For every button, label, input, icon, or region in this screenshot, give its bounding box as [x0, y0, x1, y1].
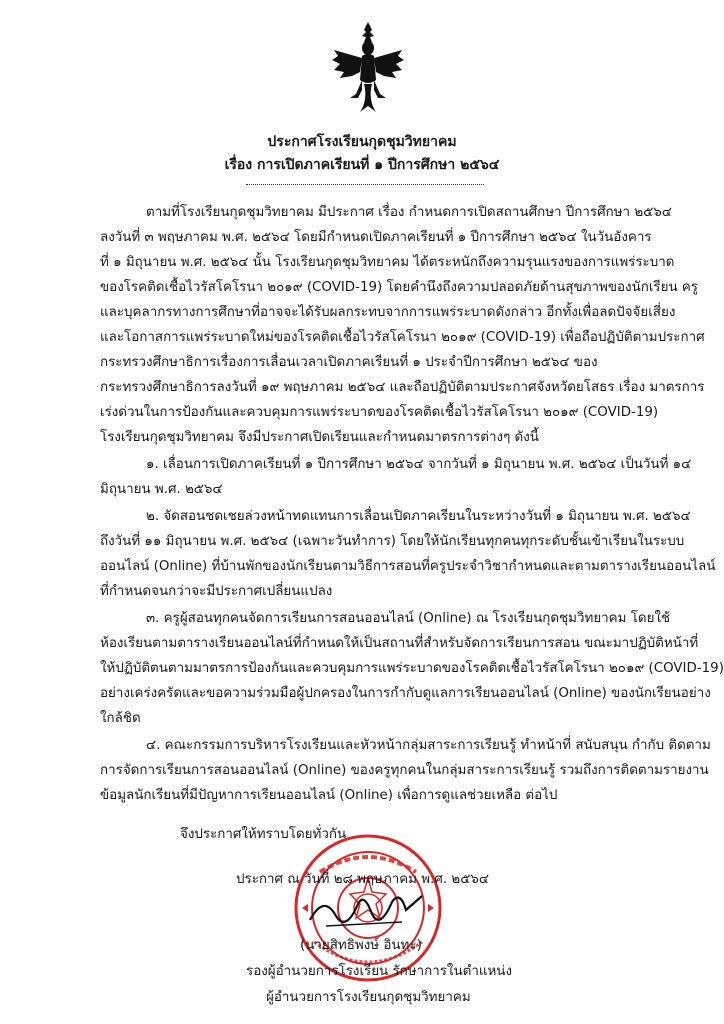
item-3-line: อย่างเคร่งครัดและขอความร่วมมือผู้ปกครองในการกำกับดูแลการเรียนออนไลน์ (Online) ของนักเรียนอย่าง	[100, 686, 711, 701]
item-2-line: ออนไลน์ (Online) ที่บ้านพักของนักเรียนตามวิธีการสอนที่ครูประจำวิชากำหนดและตามตารางเรียนออนไลน์	[100, 559, 716, 574]
handwritten-signature	[306, 886, 426, 936]
item-4-line: ๔. คณะกรรมการบริหารโรงเรียนและหัวหน้ากลุ่มสาระการเรียนรู้ ทำหน้าที่ สนับสนุน กำกับ ติดตาม	[146, 738, 711, 753]
body-line: และโอกาสการแพร่ระบาดใหม่ของโรคติดเชื้อไวรัสโคโรนา ๒๐๑๙ (COVID-19) เพื่อถือปฏิบัติตามประกาศ	[100, 330, 705, 345]
item-3-line: ใกล้ชิด	[100, 711, 141, 726]
item-1-line: ๑. เลื่อนการเปิดภาคเรียนที่ ๑ ปีการศึกษา ๒๕๖๔ จากวันที่ ๑ มิถุนายน พ.ศ. ๒๕๖๔ เป็นวันที่ ๑๔	[146, 457, 692, 472]
body-line: ลงวันที่ ๓ พฤษภาคม พ.ศ. ๒๕๖๔ โดยมีกำหนดเปิดภาคเรียนที่ ๑ ปีการศึกษา ๒๕๖๔ ในวันอังคาร	[100, 230, 652, 245]
signatory-name: (นายสิทธิพงษ์ อินทะ)	[300, 938, 422, 953]
item-4-line: ข้อมูลนักเรียนที่มีปัญหาการเรียนออนไลน์ (Online) เพื่อการดูแลช่วยเหลือ ต่อไป	[100, 788, 558, 803]
body-line: กระทรวงศึกษาธิการลงวันที่ ๑๙ พฤษภาคม ๒๕๖๔ และถือปฏิบัติตามประกาศจังหวัดยโสธร เรื่อง มาตรการ	[100, 380, 705, 395]
item-2-line: ๒. จัดสอนชดเชยล่วงหน้าทดแทนการเลื่อนเปิดภาคเรียนในระหว่างวันที่ ๑ มิถุนายน พ.ศ. ๒๕๖๔	[146, 509, 691, 524]
signatory-position-title: ผู้อำนวยการโรงเรียนกุดชุมวิทยาคม	[266, 990, 471, 1005]
body-line: และบุคลากรทางการศึกษาที่อาจจะได้รับผลกระทบจากการแพร่ระบาดดังกล่าว อีกทั้งเพื่อลดปัจจัยเสี่ยง	[100, 305, 676, 320]
body-line: โรงเรียนกุดชุมวิทยาคม จึงมีประกาศเปิดเรียนและกำหนดมาตรการต่างๆ ดังนี้	[100, 430, 539, 445]
body-line: ตามที่โรงเรียนกุดชุมวิทยาคม มีประกาศ เรื่อง กำหนดการเปิดสถานศึกษา ปีการศึกษา ๒๕๖๔	[146, 205, 672, 220]
body-line: กระทรวงศึกษาธิการเรื่องการเลื่อนเวลาเปิดภาคเรียนที่ ๑ ประจำปีการศึกษา ๒๕๖๔ ของ	[100, 355, 598, 370]
item-3-line: ให้ปฏิบัติตนตามมาตรการป้องกันและควบคุมการแพร่ระบาดของโรคติดเชื้อไวรัสโคโรนา ๒๐๑๙ (COVID-19)	[100, 661, 724, 676]
closing-text: จึงประกาศให้ทราบโดยทั่วกัน	[180, 827, 347, 842]
body-line: เร่งด่วนในการป้องกันและควบคุมการแพร่ระบาดของโรคติดเชื้อไวรัสโคโรนา ๒๐๑๙ (COVID-19)	[100, 405, 659, 420]
item-3-line: ๓. ครูผู้สอนทุกคนจัดการเรียนการสอนออนไลน์ (Online) ณ โรงเรียนกุดชุมวิทยาคม โดยใช้	[146, 611, 671, 626]
garuda-emblem	[330, 20, 406, 116]
item-1-line: มิถุนายน พ.ศ. ๒๕๖๔	[100, 482, 223, 497]
signatory-position: รองผู้อำนวยการโรงเรียน รักษาการในตำแหน่ง	[246, 964, 512, 979]
item-3-line: ห้องเรียนตามตารางเรียนออนไลน์ที่กำหนดให้เป็นสถานที่สำหรับจัดการเรียนการสอน ขณะมาปฏิบัติหน้าที่	[100, 636, 699, 651]
item-2-line: ที่กำหนดจนกว่าจะมีประกาศเปลี่ยนแปลง	[100, 584, 333, 599]
announcement-subject: เรื่อง การเปิดภาคเรียนที่ ๑ ปีการศึกษา ๒๕๖๔	[224, 157, 500, 173]
announcement-title: ประกาศโรงเรียนกุดชุมวิทยาคม	[267, 134, 457, 150]
item-4-line: การจัดการเรียนการสอนออนไลน์ (Online) ของครูทุกคนในกลุ่มสาระการเรียนรู้ รวมถึงการติดตามรายงาน	[100, 763, 709, 778]
item-2-line: ถึงวันที่ ๑๑ มิถุนายน พ.ศ. ๒๕๖๔ (เฉพาะวันทำการ) โดยให้นักเรียนทุกคนทุกระดับชั้นเข้าเรียนในระบบ	[100, 534, 685, 549]
body-line: ที่ ๑ มิถุนายน พ.ศ. ๒๕๖๔ นั้น โรงเรียนกุดชุมวิทยาคม ได้ตระหนักถึงความรุนแรงของการแพร่ระบาด	[100, 255, 675, 270]
body-line: ของโรคติดเชื้อไวรัสโคโรนา ๒๐๑๙ (COVID-19) โดยคำนึงถึงความปลอดภัยด้านสุขภาพของนักเรียน ครู	[100, 280, 699, 295]
announcement-date: ประกาศ ณ วันที่ ๒๘ พฤษภาคม พ.ศ. ๒๕๖๔	[236, 872, 489, 887]
title-divider	[246, 184, 484, 185]
